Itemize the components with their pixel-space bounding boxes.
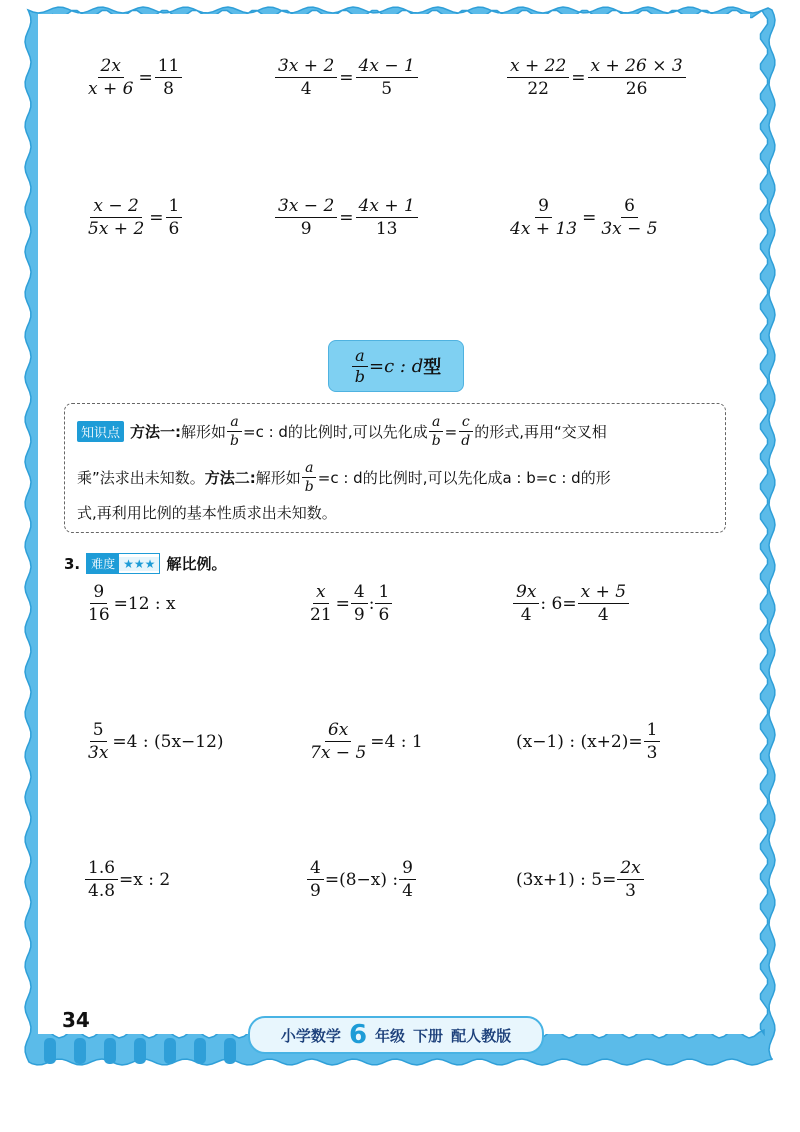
star-icons: ★★★ <box>119 557 159 571</box>
binder-ring <box>224 1038 236 1064</box>
knowledge-line-2: 乘”法求出未知数。 方法二: 解形如 $\frac{a}{b}$ =c : d的比例时,可以先化成a : b=c : d的形 <box>77 460 611 495</box>
proportion-1: $\frac{9}{16}$ =12 : x <box>88 582 176 625</box>
equation-3: $\frac{x + 22}{22}$ = $\frac{x + 26 \times 3}{26}$ <box>506 56 687 99</box>
knowledge-line-1: 知识点 方法一: 解形如 $\frac{a}{b}$ =c : d的比例时,可以先化成 $\frac{a}{b}$ = $\frac{c}{d}$ 的形式,再用“交叉相 <box>77 414 607 449</box>
equation-4: $\frac{x - 2}{5x + 2}$ = $\frac{1}{6}$ <box>84 196 183 239</box>
question-3-header: 3. 难度 ★★★ 解比例。 <box>64 554 227 573</box>
knowledge-line-3: 式,再利用比例的基本性质求出未知数。 <box>77 504 337 522</box>
page-number: 34 <box>62 1008 90 1032</box>
proportion-3: $\frac{9x}{4}$ : 6= $\frac{x + 5}{4}$ <box>512 582 630 625</box>
proportion-9: (3x+1) : 5= $\frac{2x}{3}$ <box>516 858 645 901</box>
binder-ring <box>104 1038 116 1064</box>
binder-ring <box>164 1038 176 1064</box>
proportion-8: $\frac{4}{9}$ =(8−x) : $\frac{9}{4}$ <box>306 858 417 901</box>
equation-1: $\frac{2x}{x + 6}$ = $\frac{11}{8}$ <box>84 56 183 99</box>
equation-6: $\frac{9}{4x + 13}$ = $\frac{6}{3x - 5}$ <box>510 196 658 239</box>
footer-subject: 小学数学 <box>280 1026 341 1045</box>
binder-ring <box>134 1038 146 1064</box>
knowledge-point-box <box>64 403 726 533</box>
equation-2: $\frac{3x + 2}{4}$ = $\frac{4x - 1}{5}$ <box>274 56 419 99</box>
footer-grade-number: 6 <box>348 1020 368 1050</box>
proportion-5: $\frac{6x}{7x - 5}$ =4 : 1 <box>310 720 423 763</box>
footer-grade-label: 年级 <box>375 1026 406 1045</box>
footer-banner <box>248 1016 544 1054</box>
footer-edition: 配人教版 <box>451 1026 512 1045</box>
footer-term: 下册 <box>413 1026 444 1045</box>
proportion-6: (x−1) : (x+2)= $\frac{1}{3}$ <box>516 720 661 763</box>
difficulty-badge: 难度 ★★★ <box>86 553 160 574</box>
binder-ring <box>44 1038 56 1064</box>
proportion-7: $\frac{1.6}{4.8}$ =x : 2 <box>84 858 170 901</box>
equation-5: $\frac{3x - 2}{9}$ = $\frac{4x + 1}{13}$ <box>274 196 419 239</box>
proportion-4: $\frac{5}{3x}$ =4 : (5x−12) <box>88 720 224 763</box>
proportion-2: $\frac{x}{21}$ = $\frac{4}{9}$ : $\frac{1}{6}$ <box>306 582 393 625</box>
knowledge-tag: 知识点 <box>77 421 124 442</box>
binder-ring <box>194 1038 206 1064</box>
section-title: $\frac{a}{b}$ = c : d 型 <box>328 340 464 392</box>
binder-ring <box>74 1038 86 1064</box>
